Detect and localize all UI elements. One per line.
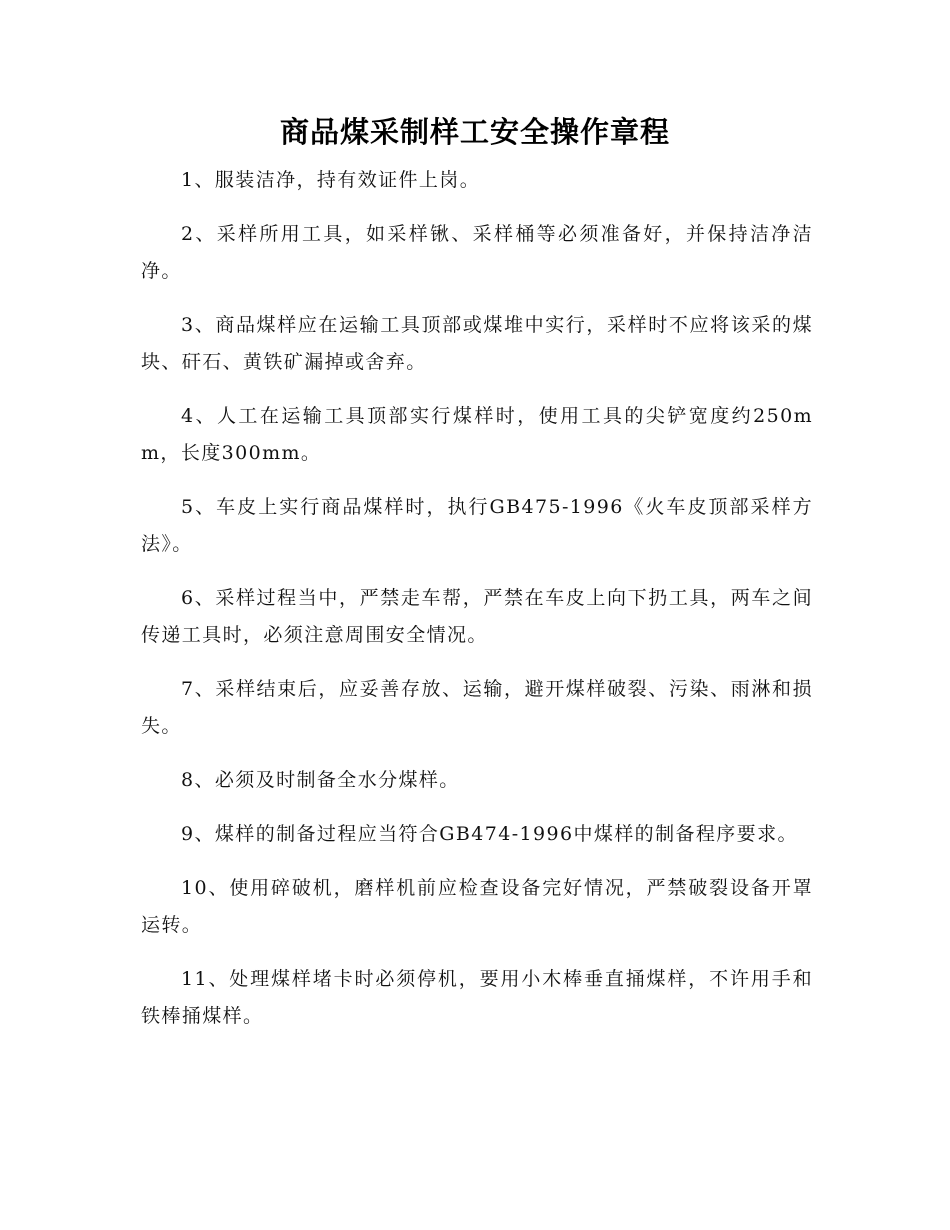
document-body	[141, 162, 813, 1052]
paragraph-3: 3、商品煤样应在运输工具顶部或煤堆中实行，采样时不应将该采的煤块、矸石、黄铁矿漏掉或舍弃。	[141, 314, 813, 373]
paragraph-5: 5、车皮上实行商品煤样时，执行GB475-1996《火车皮顶部采样方法》。	[141, 496, 813, 555]
paragraph-2: 2、采样所用工具，如采样锹、采样桶等必须准备好，并保持洁净洁净。	[141, 223, 813, 282]
paragraph-11: 11、处理煤样堵卡时必须停机，要用小木棒垂直捅煤样，不许用手和铁棒捅煤样。	[141, 968, 813, 1027]
paragraph-7: 7、采样结束后，应妥善存放、运输，避开煤样破裂、污染、雨淋和损失。	[141, 678, 813, 737]
paragraph-6: 6、采样过程当中，严禁走车帮，严禁在车皮上向下扔工具，两车之间传递工具时，必须注意周围安全情况。	[141, 587, 813, 646]
paragraph-9: 9、煤样的制备过程应当符合GB474-1996中煤样的制备程序要求。	[181, 823, 798, 845]
document-title: 商品煤采制样工安全操作章程	[279, 115, 670, 149]
paragraph-10: 10、使用碎破机，磨样机前应检查设备完好情况，严禁破裂设备开罩运转。	[141, 877, 813, 936]
paragraph-1: 1、服装洁净，持有效证件上岗。	[181, 169, 481, 191]
paragraph-4: 4、人工在运输工具顶部实行煤样时，使用工具的尖铲宽度约250mm，长度300mm。	[141, 405, 813, 464]
paragraph-8: 8、必须及时制备全水分煤样。	[181, 769, 460, 791]
